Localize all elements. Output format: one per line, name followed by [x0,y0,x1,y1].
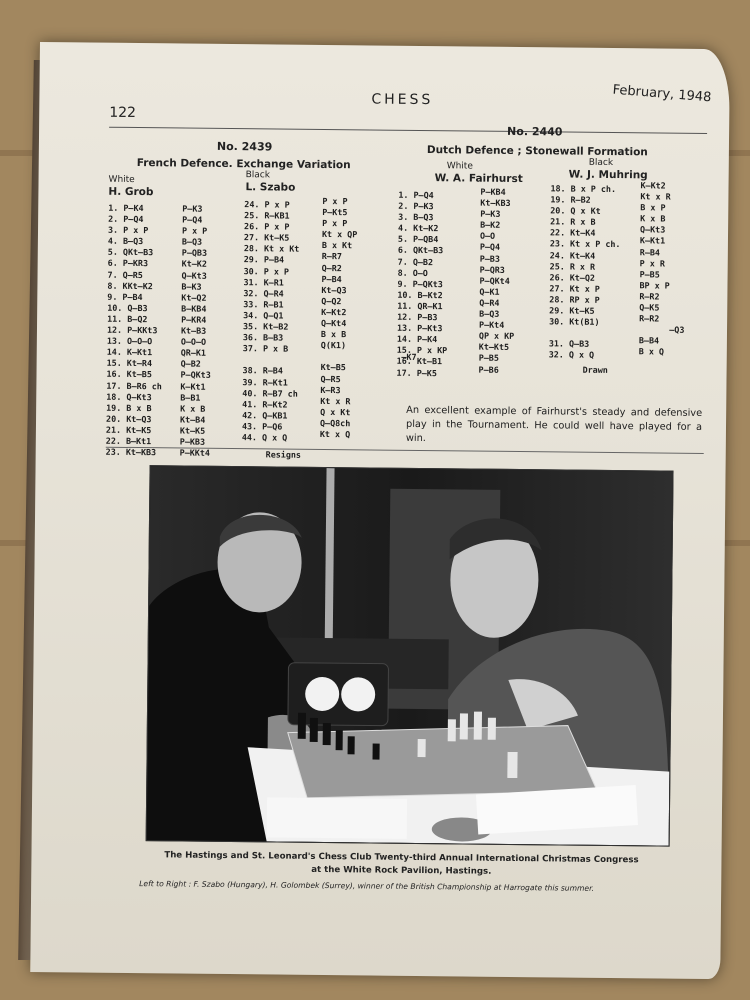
page-number: 122 [109,104,137,122]
move-entry: 11. QR—K1 [397,300,443,312]
move-entry: 20. Q x Kt [550,205,601,217]
game-comment: An excellent example of Fairhurst's steady and defensive play in the Tournament. He could well have played for a win. [405,404,703,445]
move-entry: 29. P—B4 [243,254,285,266]
moves-white-col [242,199,300,444]
move-entry: 40. R—B7 ch [242,387,298,399]
move-entry: 5. P—QB4 [397,234,439,245]
move-entry: 34. Q—Q1 [243,310,284,321]
black-player: W. J. Muhring [568,168,648,182]
move-entry: 32. Q—R4 [243,287,284,299]
move-entry: P—QB3 [181,247,208,259]
move-entry: Kt—Q2 [181,292,207,303]
move-entry: 3. P x P [107,224,149,236]
move-entry: 16. Kt—B1 [396,356,443,367]
move-entry: 22. Kt—K4 [549,227,596,239]
move-entry: 42. Q—KB1 [242,409,288,421]
black-label: Black [245,170,271,181]
move-entry: 1. P—K4 [108,202,144,214]
move-entry: 24. P x P [244,199,290,210]
move-entry: 6. QKt—B3 [397,245,444,256]
move-entry: B x B [320,329,347,340]
move-entry: B x Kt [321,240,353,251]
move-entry: B x Q [638,346,665,357]
move-entry: B—KB4 [181,303,207,314]
move-entry: 16. Kt—B5 [106,369,152,380]
move-entry: 39. R—Kt1 [242,376,288,388]
move-entry: Q—B2 [180,358,201,370]
issue-date: February, 1948 [612,82,712,106]
move-entry: Kt—KB3 [480,197,511,209]
move-entry: 21. R x B [550,216,596,228]
move-entry: 35. Kt—B2 [242,321,289,332]
magazine-title: CHESS [371,91,434,109]
move-entry: 2. P—K3 [398,200,434,212]
black-player: L. Szabo [245,181,296,194]
move-entry: —K7 [320,351,417,363]
move-entry: P—KB4 [480,186,506,197]
move-entry: K x B [640,213,666,224]
move-entry: P—KB3 [179,436,206,447]
move-entry: 33. R—B1 [243,298,284,310]
move-entry: R—R7 [321,251,342,262]
move-entry: 22. B—Kt1 [105,435,152,447]
move-entry: Q—Q8ch [319,417,351,429]
move-entry: K—Kt2 [640,180,666,191]
move-entry: 30. Kt(B1) [549,316,600,327]
move-entry: P x P [181,225,208,236]
move-entry: Q—R4 [479,297,500,308]
move-entry: K—Kt1 [180,380,206,392]
move-entry: Kt—B5 [320,362,346,373]
move-entry: 19. B x B [106,402,152,413]
move-entry: R—B4 [639,246,661,258]
move-entry: 43. P—Q6 [241,421,283,432]
move-entry: O—O—O [180,336,207,347]
move-entry: 4. B—Q3 [107,236,144,247]
move-entry: Q—Kt3 [181,270,207,281]
move-entry: B—Q3 [479,308,500,319]
move-entry: 6. P—KR3 [107,258,149,269]
move-entry: QR—K1 [180,347,207,358]
move-entry: P—KKt4 [179,447,211,458]
move-entry: B—K2 [480,219,501,231]
moves-white-col [549,183,621,361]
move-entry: 12. P—B3 [397,311,438,323]
move-entry: 4. Kt—K2 [398,223,439,234]
move-entry: P—Q4 [479,242,501,253]
move-entry: P—Q4 [182,214,203,225]
game-opening: Dutch Defence ; Stonewall Formation [426,144,648,159]
game-opening: French Defence. Exchange Variation [136,157,351,172]
move-entry: 29. Kt—K5 [549,305,595,316]
move-entry: R—R2 [639,313,660,324]
move-entry: 14. P—K4 [396,333,438,345]
move-entry: Kt—B3 [180,325,207,336]
move-entry: 26. P x P [244,221,290,232]
move-entry: P—K3 [480,208,501,220]
move-entry: P—QKt4 [479,275,510,286]
move-entry: K—Kt2 [321,306,347,318]
caption-line: at the White Rock Pavilion, Hastings. [311,864,492,877]
magazine-page [30,42,730,979]
move-entry: 31. Q—B3 [548,338,590,350]
game-number: No. 2439 [216,139,273,154]
move-entry: Kt—B4 [180,414,206,425]
move-entry: 11. B—Q2 [107,313,148,325]
move-entry: 27. Kt x P [549,283,600,294]
move-entry: P—QR3 [479,264,505,275]
move-entry: 17. B—R6 ch [106,380,162,391]
move-entry: 14. K—Kt1 [106,346,153,358]
move-entry: 18. Q—Kt3 [106,391,152,402]
move-entry: BP x P [639,280,670,291]
move-entry: 8. O—O [397,267,428,278]
move-entry: QP x KP [478,330,515,342]
move-entry [549,328,620,340]
move-entry: 10. B—Kt2 [397,289,443,301]
move-entry: 5. QKt—B3 [107,247,154,258]
move-entry: K x B [180,403,206,414]
move-entry: Q—K5 [639,302,660,313]
move-entry: 10. Q—B3 [107,302,148,313]
black-label: Black [588,157,614,169]
game-result: Drawn [582,364,608,375]
caption-line: The Hastings and St. Leonard's Chess Club Twenty-third Annual International Christmas Congress [164,850,639,866]
move-entry: P x P [322,195,348,207]
move-entry: P—B3 [479,253,500,264]
move-entry: 30. P x P [243,265,290,277]
move-entry: 17. P—K5 [396,367,437,378]
move-entry: Kt—K2 [181,258,207,270]
move-entry: 23. Kt—KB3 [105,446,157,458]
move-entry [243,354,299,366]
move-entry: P x R [639,257,665,269]
move-entry: P—KR4 [181,314,207,325]
move-entry: 38. R—B4 [242,365,283,376]
white-label: White [446,161,473,172]
move-entry: P—B6 [478,364,499,375]
move-entry: O—O [479,230,496,242]
move-entry: 21. Kt—K5 [105,424,152,436]
move-entry: 44. Q x Q [241,432,288,443]
move-entry: 36. B—B3 [242,332,284,343]
tournament-photo [146,465,674,846]
move-entry: Kt x Q [319,428,351,440]
move-entry: Q—Kt3 [640,224,666,235]
move-entry: P—B4 [321,273,342,284]
photo-caption [101,849,701,881]
move-entry: Kt x QP [321,229,358,240]
moves-white-col [106,203,164,459]
move-entry: 18. B x P ch. [550,183,617,195]
move-entry: R—R2 [639,291,660,302]
move-entry: P—Kt4 [479,319,505,331]
move-entry: P—QKt3 [180,369,211,381]
move-entry: 9. P—QKt3 [397,278,443,289]
move-entry: 19. R—B2 [550,194,591,205]
move-entry: B—Q3 [181,236,203,247]
move-entry: Q(K1) [320,340,347,351]
move-entry: 13. O—O—O [106,335,153,347]
move-entry: —Q3 [638,324,685,335]
move-entry: 9. P—B4 [107,291,143,302]
move-entry: B—B4 [638,335,660,346]
move-entry: 27. Kt—K5 [243,232,290,243]
move-entry: 26. Kt—Q2 [549,272,596,283]
move-entry: 25. R x R [549,261,596,272]
white-label: White [108,174,135,185]
move-entry: 31. K—R1 [243,276,284,288]
move-entry: K—Kt1 [639,235,666,247]
moves-black-col [639,180,686,358]
move-entry: 8. KKt—K2 [107,280,153,291]
move-entry: 41. R—Kt2 [242,398,288,410]
move-entry: P—K3 [182,203,203,214]
move-entry: 37. P x B [242,343,289,354]
move-entry: 1. P—Q4 [398,189,434,201]
move-entry: K—R3 [320,384,341,395]
move-entry: 3. B—Q3 [398,211,434,223]
move-entry: 23. Kt x P ch. [549,238,621,250]
move-entry: 7. Q—B2 [397,256,434,267]
move-entry: B x P [640,202,666,213]
move-entry: Kt x R [640,191,671,202]
move-entry: Kt x R [320,395,351,406]
move-entry: Q—K1 [479,286,500,297]
move-entry: 15. P x KP [396,345,448,356]
move-entry: Q—Q2 [321,295,342,307]
move-entry: P x P [322,218,348,229]
move-entry: 32. Q x Q [548,349,595,361]
move-entry: P—B5 [639,269,660,280]
white-player: W. A. Fairhurst [434,172,523,186]
move-entry: B—B1 [180,392,201,403]
move-entry: 20. Kt—Q3 [106,413,152,424]
move-entry: 2. P—Q4 [108,213,144,225]
move-entry: P—Kt5 [322,207,348,218]
white-player: H. Grob [108,185,154,199]
move-entry: 12. P—KKt3 [106,324,158,336]
moves-white-col [396,190,448,379]
move-entry: 7. Q—R5 [107,269,143,280]
move-entry: B—K3 [181,281,202,292]
game-number: No. 2440 [507,124,563,139]
move-entry: 15. Kt—R4 [106,358,153,369]
photo-credit: Left to Right : F. Szabo (Hungary), H. Golombek (Surrey), winner of the British Championship at Harrogate this summer. [139,879,594,893]
move-entry: Kt—Q3 [321,284,347,295]
move-entry: 24. Kt—K4 [549,249,596,261]
move-entry: Q x Kt [320,406,351,418]
moves-black-col [180,203,213,458]
move-entry: Kt—K5 [179,425,206,436]
game-result: Resigns [265,449,302,460]
moves-black-col [479,187,516,376]
move-entry: 28. RP x P [549,294,600,305]
move-entry: Q—Kt4 [321,317,347,329]
move-entry: Kt—Kt5 [478,341,510,353]
move-entry: 25. R—KB1 [244,210,290,221]
move-entry: Q—R5 [320,373,341,384]
page-header [109,82,712,133]
move-entry: P—B5 [478,353,499,364]
move-entry: Q—R2 [321,262,342,273]
move-entry: 13. P—Kt3 [396,322,443,334]
move-entry: 28. Kt x Kt [243,243,300,255]
